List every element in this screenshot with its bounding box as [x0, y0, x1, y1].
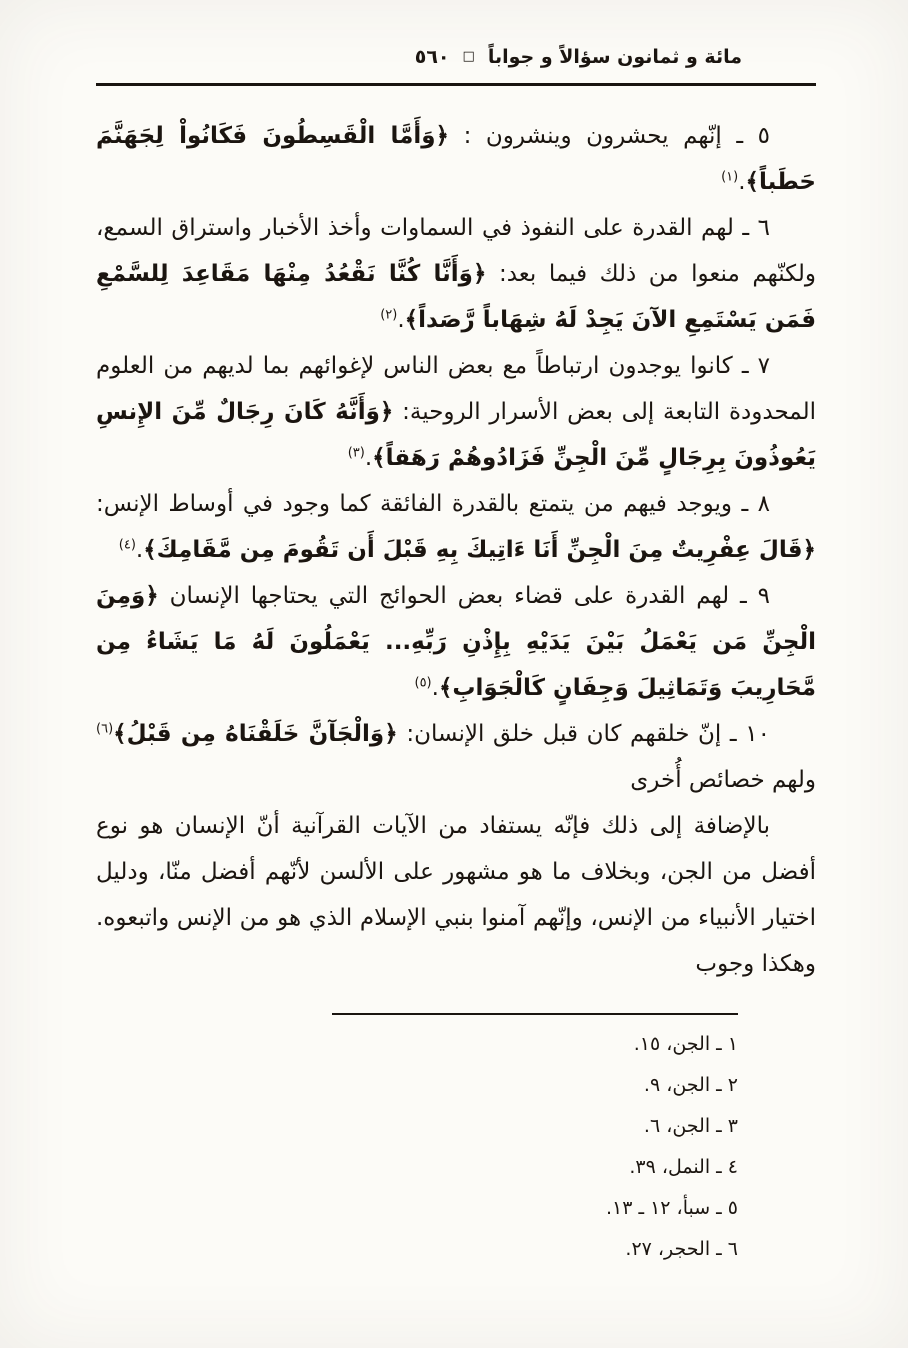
running-title: مائة و ثمانون سؤالاً و جواباً [487, 46, 742, 68]
footnote-list [96, 1024, 738, 1270]
footnote-separator-rule [332, 1013, 738, 1015]
footnote-ref: (٦) [96, 721, 114, 737]
footnote-item: ٣ ـ الجن، ٦. [643, 1115, 738, 1137]
body-run: ٩ ـ لهم القدرة على قضاء بعض الحوائج التي يحتاجها الإنسان [158, 583, 770, 609]
body-run: بالإضافة إلى ذلك فإنّه يستفاد من الآيات القرآنية أنّ الإنسان هو نوع أفضل من الجن، وبخلاف ما هو مشهور على الألسن لأنّهم أفضل منّا، ودليل اختيار الأنبياء من الإنس، وإنّهم آمنوا بنبي الإسلام الذي هو من الإنس واتبعوه. وهكذا وجوب [96, 813, 816, 977]
body-run: . [431, 675, 439, 701]
body-run: ٦ ـ لهم القدرة على النفوذ في السماوات وأخذ الأخبار واستراق السمع، ولكنّهم منعوا من ذلك فيما بعد: [96, 215, 816, 287]
footnote-item: ٥ ـ سبأ، ١٢ ـ ١٣. [605, 1197, 738, 1219]
item-5 [96, 113, 816, 205]
footnotes-section [96, 1013, 738, 1270]
footnote-item: ٢ ـ الجن، ٩. [643, 1074, 738, 1096]
footnote-ref: (٣) [347, 445, 365, 461]
body-run: . [397, 307, 405, 333]
closing-paragraph [96, 803, 816, 987]
body-run: ١٠ ـ إنّ خلقهم كان قبل خلق الإنسان: [397, 721, 770, 747]
header-rule [96, 83, 816, 86]
body-run: ٥ ـ إنّهم يحشرون وينشرون : [449, 123, 770, 149]
footnote-item: ٦ ـ الحجر، ٢٧. [625, 1238, 738, 1260]
quran-verse: ﴿وَمِنَ الْجِنِّ مَن يَعْمَلُ بَيْنَ يَدَيْهِ بِإِذْنِ رَبِّهِ... يَعْمَلُونَ لَهُ مَا يَشَاءُ مِن مَّحَارِيبَ وَتَمَاثِيلَ وَجِفَانٍ كَالْجَوَابِ﴾ [96, 583, 816, 701]
item-7 [96, 343, 816, 481]
quran-verse: ﴿وَأَمَّا الْقَسِطُونَ فَكَانُواْ لِجَهَنَّمَ حَطَباً﴾ [96, 123, 816, 195]
item-6 [96, 205, 816, 343]
quran-verse: ﴿وَأَنَّهُ كَانَ رِجَالٌ مِّنَ الإِنسِ يَعُوذُونَ بِرِجَالٍ مِّنَ الْجِنِّ فَزَادُوهُمْ رَهَقاً﴾ [96, 399, 816, 471]
quran-verse: ﴿قَالَ عِفْرِيتٌ مِنَ الْجِنِّ أَنَا ءَاتِيكَ بِهِ قَبْلَ أَن تَقُومَ مِن مَّقَامِكَ﴾ [143, 537, 816, 563]
footnote-ref: (٥) [414, 675, 432, 691]
footnote-ref: (١) [721, 169, 739, 185]
main-text [96, 113, 816, 987]
body-run: ٧ ـ كانوا يوجدون ارتباطاً مع بعض الناس لإغوائهم بما لديهم من العلوم المحدودة التابعة إلى بعض الأسرار الروحية: [96, 353, 816, 425]
body-run: ولهم خصائص أُخرى [630, 767, 816, 793]
quran-verse: ﴿وَالْجَآنَّ خَلَقْنَاهُ مِن قَبْلُ﴾ [113, 721, 398, 747]
footnote-item: ٤ ـ النمل، ٣٩. [629, 1156, 738, 1178]
body-run: . [135, 537, 144, 563]
page-header [96, 46, 816, 68]
footnote-ref: (٤) [118, 537, 136, 553]
item-9 [96, 573, 816, 711]
section-separator-icon: □ [462, 48, 475, 64]
item-8 [96, 481, 816, 573]
body-run: . [738, 169, 746, 195]
page-number: ٥٦٠ [414, 46, 450, 68]
footnote-item: ١ ـ الجن، ١٥. [633, 1033, 738, 1055]
footnote-ref: (٢) [380, 307, 398, 323]
quran-verse: ﴿وَأَنَّا كُنَّا نَقْعُدُ مِنْهَا مَقَاعِدَ لِلسَّمْعِ فَمَن يَسْتَمِعِ الآنَ يَجِدْ لَهُ شِهَاباً رَّصَداً﴾ [96, 261, 816, 333]
body-run: ٨ ـ ويوجد فيهم من يتمتع بالقدرة الفائقة كما وجود في أوساط الإنس: [96, 491, 770, 517]
item-10 [96, 711, 816, 803]
body-run: . [364, 445, 373, 471]
